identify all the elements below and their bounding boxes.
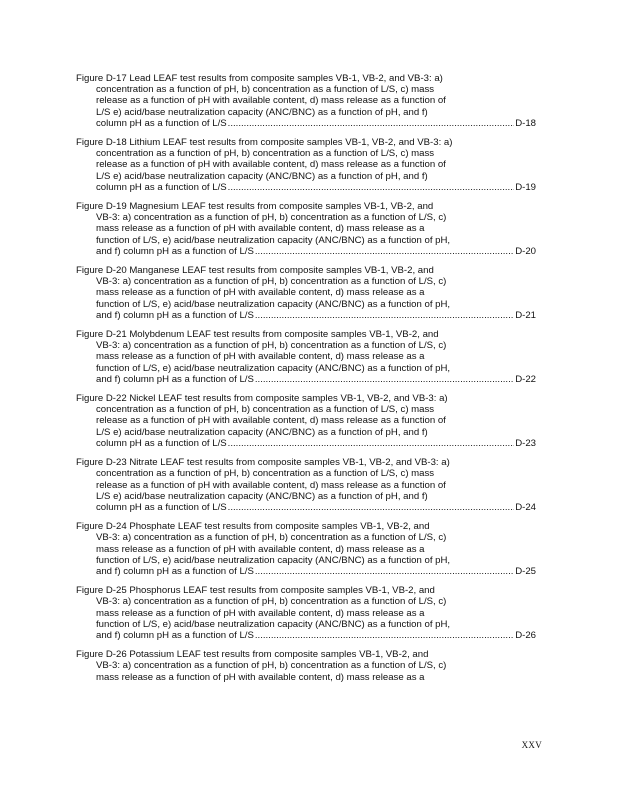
- toc-entry-line: [76, 374, 536, 385]
- dot-leader: [255, 374, 514, 385]
- dot-leader: [255, 566, 514, 577]
- toc-page-ref[interactable]: D-23: [515, 437, 536, 449]
- toc-entry-line: [76, 438, 536, 449]
- toc-entry-line: [76, 310, 536, 321]
- toc-entry[interactable]: [76, 521, 536, 577]
- toc-entry-line: VB-3: a) concentration as a function of pH, b) concentration as a function of L/S, c): [96, 212, 447, 224]
- toc-page-ref[interactable]: D-24: [515, 501, 536, 513]
- toc-entry-line: mass release as a function of pH with available content, d) mass release as a: [96, 223, 425, 235]
- toc-entry-line: release as a function of pH with available content, d) mass release as a function of: [96, 159, 446, 171]
- toc-entry[interactable]: [76, 201, 536, 257]
- toc-entry-line: [76, 502, 536, 513]
- toc-entry-line: function of L/S, e) acid/base neutralization capacity (ANC/BNC) as a function of pH,: [96, 362, 451, 374]
- toc-entry-text: column pH as a function of L/S: [96, 437, 227, 449]
- toc-entry-title: Figure D-20 Manganese LEAF test results from composite samples VB-1, VB-2, and: [76, 265, 434, 277]
- dot-leader: [228, 438, 515, 449]
- toc-entry-line: release as a function of pH with available content, d) mass release as a function of: [96, 415, 446, 427]
- toc-page-ref[interactable]: D-26: [515, 629, 536, 641]
- toc-entry-text: and f) column pH as a function of L/S: [96, 309, 254, 321]
- toc-entry-title: Figure D-18 Lithium LEAF test results from composite samples VB-1, VB-2, and VB-3: a): [76, 137, 453, 149]
- toc-entry-text: and f) column pH as a function of L/S: [96, 629, 254, 641]
- toc-entry[interactable]: [76, 137, 536, 193]
- toc-entry-line: L/S e) acid/base neutralization capacity (ANC/BNC) as a function of pH, and f): [96, 426, 428, 438]
- toc-entry[interactable]: [76, 265, 536, 321]
- toc-entry-line: [76, 182, 536, 193]
- toc-entry-line: VB-3: a) concentration as a function of pH, b) concentration as a function of L/S, c): [96, 660, 447, 672]
- toc-entry-line: [76, 630, 536, 641]
- toc-entry-title: Figure D-26 Potassium LEAF test results from composite samples VB-1, VB-2, and: [76, 649, 429, 661]
- toc-entry-line: [76, 566, 536, 577]
- toc-entry-text: and f) column pH as a function of L/S: [96, 245, 254, 257]
- toc-entry-title: Figure D-24 Phosphate LEAF test results from composite samples VB-1, VB-2, and: [76, 521, 430, 533]
- dot-leader: [255, 310, 514, 321]
- toc-entry-line: [76, 118, 536, 129]
- toc-entry-line: release as a function of pH with available content, d) mass release as a function of: [96, 479, 446, 491]
- toc-entry-text: column pH as a function of L/S: [96, 501, 227, 513]
- dot-leader: [255, 630, 514, 641]
- toc-page-ref[interactable]: D-25: [515, 565, 536, 577]
- toc-entry-line: function of L/S, e) acid/base neutralization capacity (ANC/BNC) as a function of pH,: [96, 298, 451, 310]
- toc-entry-line: concentration as a function of pH, b) concentration as a function of L/S, c) mass: [96, 84, 435, 96]
- toc-entry-line: VB-3: a) concentration as a function of pH, b) concentration as a function of L/S, c): [96, 340, 447, 352]
- toc-entry-text: column pH as a function of L/S: [96, 117, 227, 129]
- toc-page-ref[interactable]: D-18: [515, 117, 536, 129]
- toc-entry-line: function of L/S, e) acid/base neutralization capacity (ANC/BNC) as a function of pH,: [96, 234, 451, 246]
- toc-entry-line: [76, 246, 536, 257]
- dot-leader: [228, 502, 515, 513]
- toc-page-ref[interactable]: D-19: [515, 181, 536, 193]
- toc-entry-line: mass release as a function of pH with available content, d) mass release as a: [96, 607, 425, 619]
- toc-entry-line: VB-3: a) concentration as a function of pH, b) concentration as a function of L/S, c): [96, 532, 447, 544]
- toc-entry-line: mass release as a function of pH with available content, d) mass release as a: [96, 287, 425, 299]
- toc-entry[interactable]: [76, 457, 536, 513]
- list-of-figures: [76, 73, 536, 691]
- toc-entry-title: Figure D-21 Molybdenum LEAF test results from composite samples VB-1, VB-2, and: [76, 329, 439, 341]
- dot-leader: [228, 182, 515, 193]
- toc-entry-line: concentration as a function of pH, b) concentration as a function of L/S, c) mass: [96, 404, 435, 416]
- toc-entry[interactable]: [76, 393, 536, 449]
- toc-entry-text: and f) column pH as a function of L/S: [96, 373, 254, 385]
- toc-entry[interactable]: [76, 73, 536, 129]
- toc-entry-line: L/S e) acid/base neutralization capacity (ANC/BNC) as a function of pH, and f): [96, 490, 428, 502]
- toc-entry[interactable]: [76, 585, 536, 641]
- toc-entry-line: L/S e) acid/base neutralization capacity (ANC/BNC) as a function of pH, and f): [96, 106, 428, 118]
- toc-entry-line: concentration as a function of pH, b) concentration as a function of L/S, c) mass: [96, 148, 435, 160]
- toc-entry-title: Figure D-17 Lead LEAF test results from composite samples VB-1, VB-2, and VB-3: a): [76, 73, 443, 84]
- toc-entry-title: Figure D-23 Nitrate LEAF test results from composite samples VB-1, VB-2, and VB-3: a): [76, 457, 450, 469]
- page-number: XXV: [521, 740, 542, 750]
- toc-entry-line: mass release as a function of pH with available content, d) mass release as a: [96, 543, 425, 555]
- toc-entry-line: VB-3: a) concentration as a function of pH, b) concentration as a function of L/S, c): [96, 276, 447, 288]
- toc-entry-line: VB-3: a) concentration as a function of pH, b) concentration as a function of L/S, c): [96, 596, 447, 608]
- toc-entry-line: L/S e) acid/base neutralization capacity (ANC/BNC) as a function of pH, and f): [96, 170, 428, 182]
- toc-entry[interactable]: [76, 329, 536, 385]
- toc-entry-line: release as a function of pH with available content, d) mass release as a function of: [96, 95, 446, 107]
- toc-entry-title: Figure D-22 Nickel LEAF test results from composite samples VB-1, VB-2, and VB-3: a): [76, 393, 448, 405]
- toc-entry-text: column pH as a function of L/S: [96, 181, 227, 193]
- toc-entry-line: function of L/S, e) acid/base neutralization capacity (ANC/BNC) as a function of pH,: [96, 618, 451, 630]
- toc-entry-line: concentration as a function of pH, b) concentration as a function of L/S, c) mass: [96, 468, 435, 480]
- toc-entry-line: mass release as a function of pH with available content, d) mass release as a: [96, 671, 425, 683]
- toc-page-ref[interactable]: D-22: [515, 373, 536, 385]
- toc-entry-line: function of L/S, e) acid/base neutralization capacity (ANC/BNC) as a function of pH,: [96, 554, 451, 566]
- toc-page-ref[interactable]: D-20: [515, 245, 536, 257]
- toc-entry-text: and f) column pH as a function of L/S: [96, 565, 254, 577]
- dot-leader: [228, 118, 515, 129]
- toc-page-ref[interactable]: D-21: [515, 309, 536, 321]
- toc-entry-title: Figure D-25 Phosphorus LEAF test results from composite samples VB-1, VB-2, and: [76, 585, 435, 597]
- toc-entry-title: Figure D-19 Magnesium LEAF test results from composite samples VB-1, VB-2, and: [76, 201, 434, 213]
- dot-leader: [255, 246, 514, 257]
- toc-entry[interactable]: [76, 649, 536, 683]
- toc-entry-line: mass release as a function of pH with available content, d) mass release as a: [96, 351, 425, 363]
